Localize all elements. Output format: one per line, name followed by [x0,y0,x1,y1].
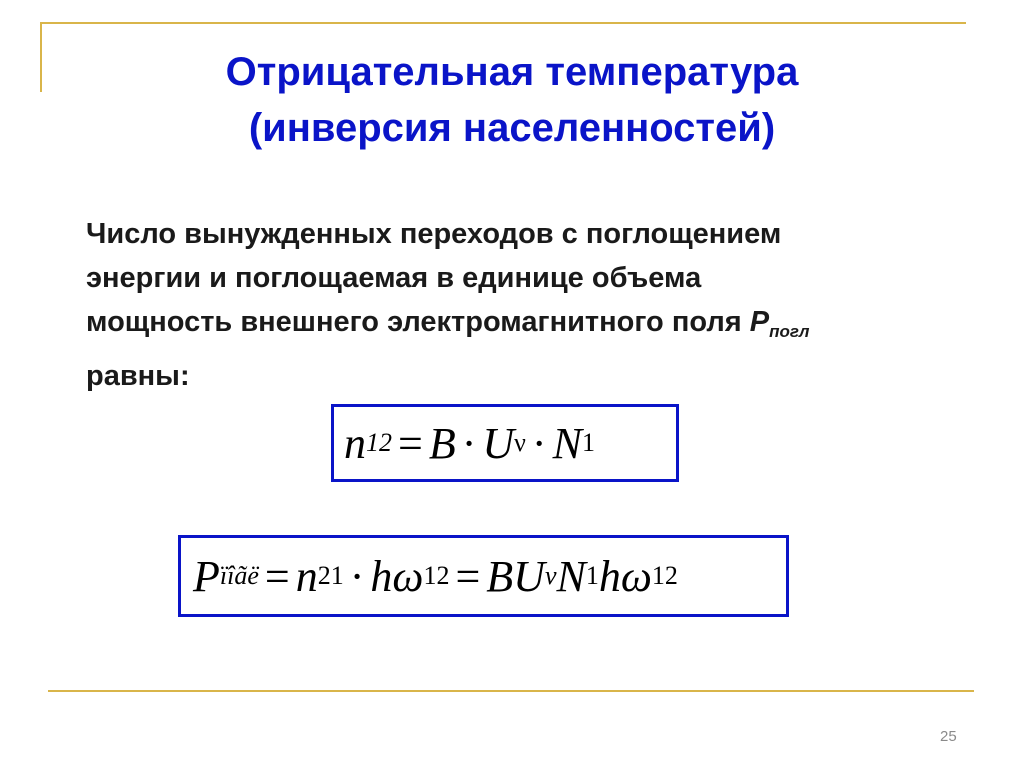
power-symbol-subscript: погл [769,322,810,341]
f2-h: h [370,551,393,601]
body-paragraph [86,212,966,398]
f1-b: B [428,418,456,468]
power-symbol-letter: P [749,306,770,338]
body-line-1: Число вынужденных переходов с поглощением [86,218,782,250]
title-line-1: Отрицательная температура [225,50,799,94]
f2-h-2: h [598,551,621,601]
formula-transitions [331,404,679,482]
f2-n-sub: 21 [317,561,344,590]
f2-omega-2: ω [620,551,652,601]
f1-n-sub: 12 [366,428,392,457]
formula-power [178,535,789,617]
page-number: 25 [940,728,957,745]
f2-equals-1: = [264,551,290,601]
body-line-4: равны: [86,360,190,392]
title-line-2: (инверсия населенностей) [248,106,776,150]
f2-nu: ν [544,561,557,590]
f2-p-sub: ïîãë [219,561,259,590]
f2-n: n [295,551,318,601]
f2-omega: ω [392,551,424,601]
f1-n: n [344,418,366,468]
f1-u: U [482,418,515,468]
frame-top-line [40,22,966,24]
frame-bottom-line [48,690,974,692]
f2-dot: · [349,551,365,601]
f2-bu: BU [486,551,545,601]
f2-big-n-sub: 1 [585,561,599,590]
f1-big-n-sub: 1 [581,428,595,457]
body-line-3-text: мощность внешнего электромагнитного поля [86,306,742,338]
power-symbol [749,306,810,341]
f1-dot-2: · [531,418,547,468]
f2-big-n: N [556,551,586,601]
f2-p: P [193,551,220,601]
f2-equals-2: = [455,551,481,601]
body-line-2: энергии и поглощаемая в единице объема [86,262,702,294]
f1-big-n: N [552,418,582,468]
f1-u-sub: ν [514,428,526,457]
f2-omega-sub: 12 [423,561,450,590]
f1-dot-1: · [461,418,477,468]
slide-title [0,44,1024,156]
f2-omega-2-sub: 12 [651,561,678,590]
f1-equals: = [398,418,423,468]
body-line-3 [86,300,966,354]
